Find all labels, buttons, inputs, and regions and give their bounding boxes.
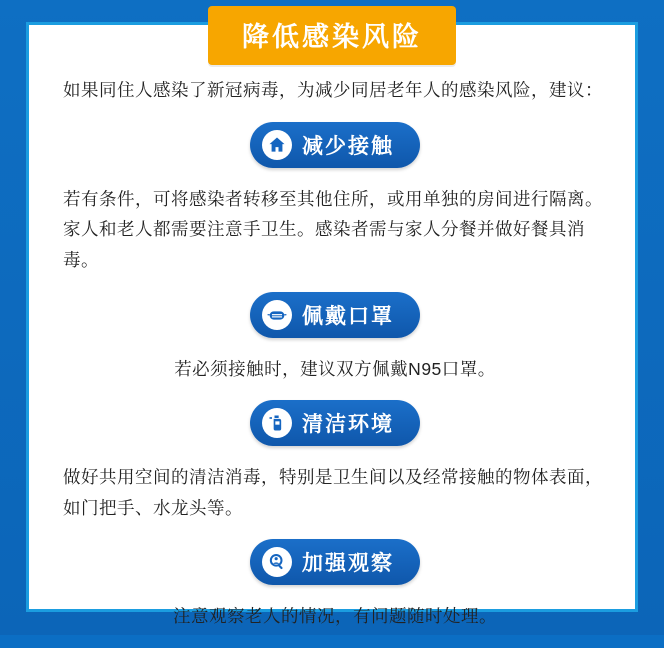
pill-label-1: 减少接触 [302, 134, 394, 158]
section-header-4 [63, 539, 607, 585]
pill-label-2: 佩戴口罩 [302, 304, 394, 328]
magnifier-person-icon [262, 547, 292, 577]
pill-strengthen-observation [250, 539, 420, 585]
section-body-3: 做好共用空间的清洁消毒，特别是卫生间以及经常接触的物体表面，如门把手、水龙头等。 [63, 467, 603, 518]
home-icon [262, 130, 292, 160]
poster-content [29, 77, 641, 648]
section-header-2 [63, 292, 607, 338]
pill-label-3: 清洁环境 [302, 413, 394, 437]
section-header-3 [63, 400, 607, 446]
spray-bottle-icon [262, 408, 292, 438]
pill-reduce-contact [250, 122, 420, 168]
section-body-2: 若必须接触时，建议双方佩戴N95口罩。 [174, 358, 496, 379]
pill-wear-mask [250, 292, 420, 338]
poster-card [26, 22, 638, 627]
section-header-1 [63, 122, 607, 168]
section-body-1: 若有条件，可将感染者转移至其他住所，或用单独的房间进行隔离。家人和老人都需要注意手卫生。感染者需与家人分餐并做好餐具消毒。 [63, 188, 603, 270]
mask-icon [262, 300, 292, 330]
intro-text: 如果同住人感染了新冠病毒，为减少同居老年人的感染风险，建议： [63, 80, 603, 100]
pill-clean-environment [250, 400, 420, 446]
page-title: 降低感染风险 [208, 6, 456, 65]
pill-label-4: 加强观察 [302, 552, 394, 576]
section-body-4: 注意观察老人的情况，有问题随时处理。 [173, 606, 497, 627]
